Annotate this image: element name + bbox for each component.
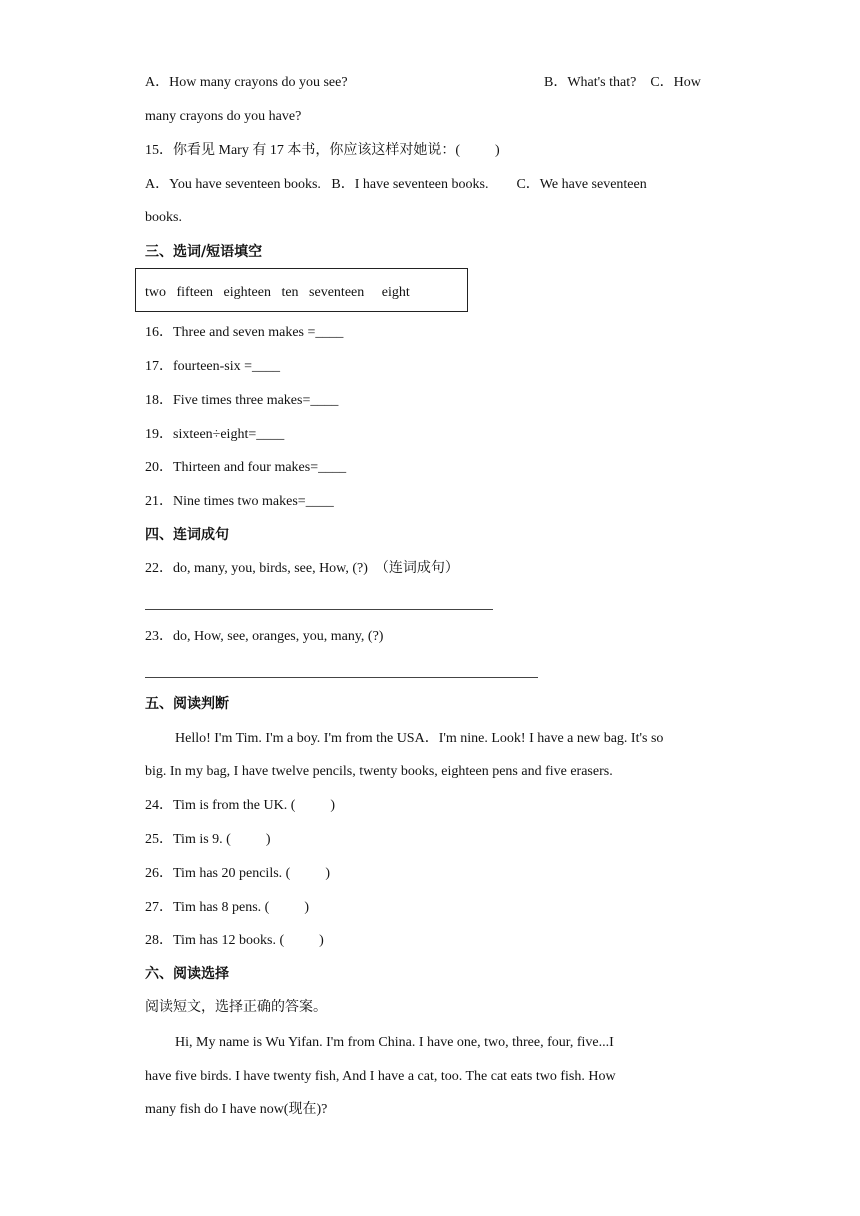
question-19: 19．sixteen÷eight=____ bbox=[145, 427, 285, 442]
question-26: 26．Tim has 20 pencils. ( ) bbox=[145, 866, 330, 881]
question-15: 15．你看见 Mary 有 17 本书，你应该这样对她说：( ) bbox=[145, 143, 500, 158]
question-27: 27．Tim has 8 pens. ( ) bbox=[145, 900, 309, 915]
section-6-instruction: 阅读短文，选择正确的答案。 bbox=[145, 1000, 327, 1015]
passage-6-line-3: many fish do I have now(现在)? bbox=[145, 1102, 328, 1117]
word-bank-box bbox=[135, 268, 468, 312]
section-4-title: 四、连词成句 bbox=[145, 527, 229, 543]
q14-option-bc: B．What's that? C．How bbox=[544, 75, 701, 90]
answer-line-22 bbox=[145, 609, 493, 610]
question-17: 17．fourteen-six =____ bbox=[145, 359, 281, 374]
q15-options: A．You have seventeen books. B．I have seventeen books. C．We have seventeen bbox=[145, 177, 647, 192]
question-16: 16．Three and seven makes =____ bbox=[145, 325, 344, 340]
q14-continuation: many crayons do you have? bbox=[145, 109, 302, 124]
section-3-title: 三、选词/短语填空 bbox=[145, 244, 263, 260]
passage-6-line-2: have five birds. I have twenty fish, And I have a cat, too. The cat eats two fish. How bbox=[145, 1069, 616, 1084]
question-20: 20．Thirteen and four makes=____ bbox=[145, 460, 347, 475]
passage-6-line-1: Hi, My name is Wu Yifan. I'm from China. I have one, two, three, four, five...I bbox=[175, 1035, 614, 1050]
q14-option-a: A．How many crayons do you see? bbox=[145, 75, 348, 90]
question-18: 18．Five times three makes=____ bbox=[145, 393, 339, 408]
question-22: 22．do, many, you, birds, see, How, (?) （连词成句） bbox=[145, 561, 459, 576]
word-bank: two fifteen eighteen ten seventeen eight bbox=[145, 285, 410, 300]
q15-continuation: books. bbox=[145, 210, 182, 225]
question-21: 21．Nine times two makes=____ bbox=[145, 494, 334, 509]
question-28: 28．Tim has 12 books. ( ) bbox=[145, 933, 324, 948]
question-25: 25．Tim is 9. ( ) bbox=[145, 832, 271, 847]
passage-5-line-2: big. In my bag, I have twelve pencils, twenty books, eighteen pens and five erasers. bbox=[145, 764, 613, 779]
answer-line-23 bbox=[145, 677, 538, 678]
section-5-title: 五、阅读判断 bbox=[145, 696, 229, 712]
section-6-title: 六、阅读选择 bbox=[145, 966, 229, 982]
question-23: 23．do, How, see, oranges, you, many, (?) bbox=[145, 629, 384, 644]
question-24: 24．Tim is from the UK. ( ) bbox=[145, 798, 336, 813]
passage-5-line-1: Hello! I'm Tim. I'm a boy. I'm from the USA．I'm nine. Look! I have a new bag. It's so bbox=[175, 731, 664, 746]
